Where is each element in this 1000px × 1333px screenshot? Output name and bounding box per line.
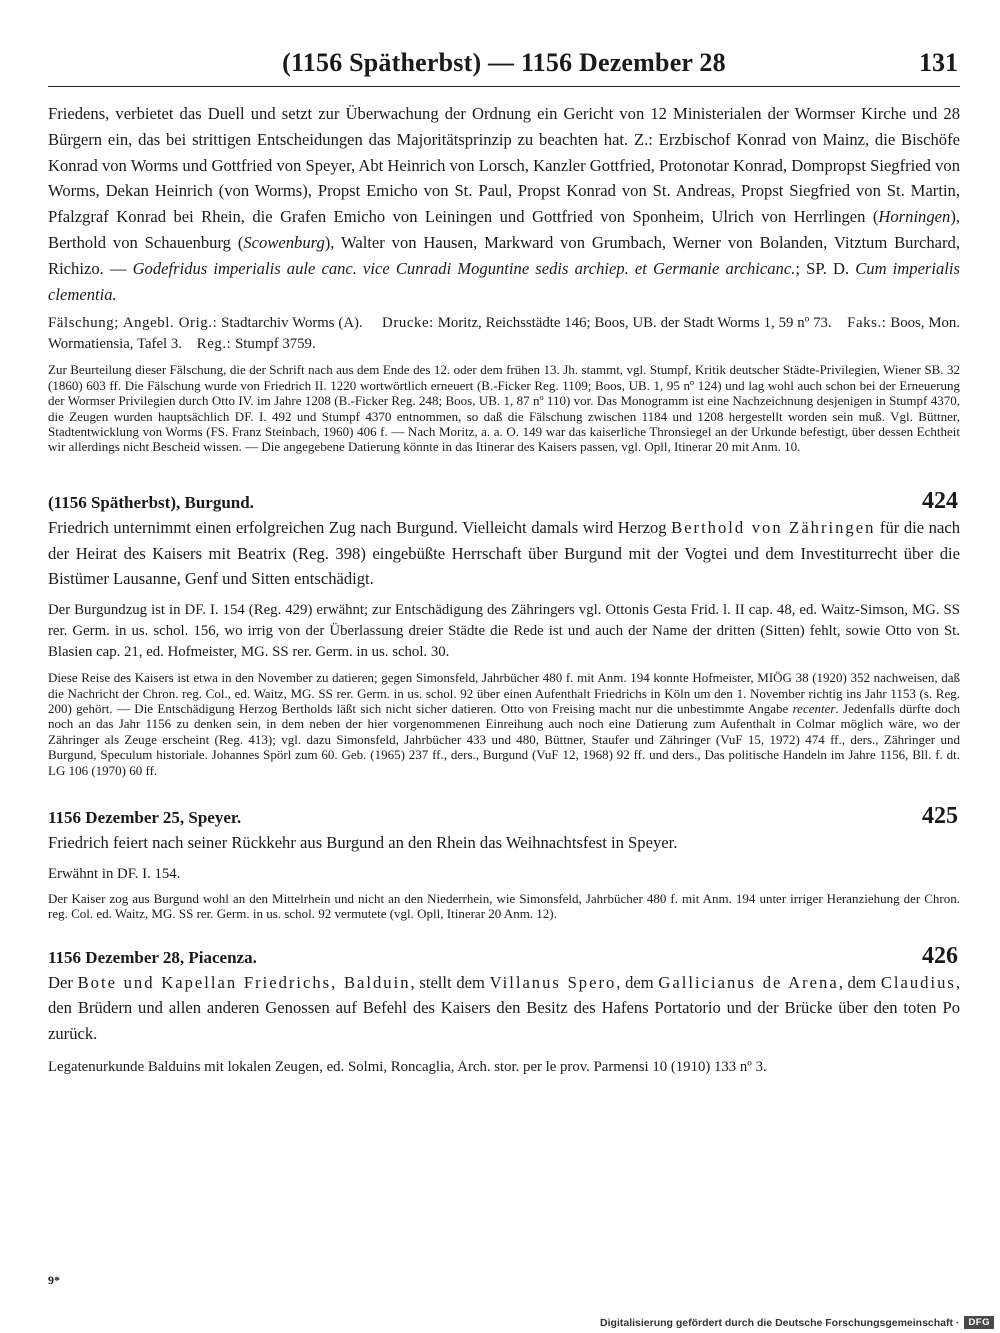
- entry-425-heading: [48, 804, 960, 830]
- entry-425-notes: Der Kaiser zog aus Burgund wohl an den Mittelrhein und nicht an den Niederrhein, wie Simonsfeld, Jahrbücher 480 f. mit Anm. 194 unter irriger Heranziehung der Chron. reg. Col. ed. Waitz, MG. SS rer. Germ. in us. schol. 92 vermutete (vgl. Opll, Itinerar 20 Anm. 12).: [48, 890, 960, 922]
- entry-424: [48, 489, 960, 778]
- entry-423: [48, 101, 960, 455]
- entry-425-number: 425: [922, 803, 958, 830]
- running-title: (1156 Spätherbst) — 1156 Dezember 28: [282, 48, 726, 77]
- entry-424-apparatus: Der Burgundzug ist in DF. I. 154 (Reg. 429) erwähnt; zur Entschädigung des Zähringers vgl. Ottonis Gesta Frid. l. II cap. 48, ed. Waitz-Simson, MG. SS rer. Germ. in us. schol. 156, wo irrig von der Überlassung dreier Städte die Rede ist und auch der Name der dritten (Sitten) fehlt, sowie Otto von St. Blasien cap. 21, ed. Hofmeister, MG. SS rer. Germ. in us. schol. 30.: [48, 602, 960, 661]
- entry-426-summary: Der Bote und Kapellan Friedrichs, Balduin, stellt dem Villanus Spero, dem Gallicianus de Arena, dem Claudius, den Brüdern und allen anderen Genossen auf Befehl des Kaisers den Besitz des Hafens Portatorio und der Brücke über den toten Po zurück.: [48, 972, 960, 1044]
- page-number: 131: [919, 48, 958, 77]
- entry-426-apparatus: Legatenurkunde Balduins mit lokalen Zeugen, ed. Solmi, Roncaglia, Arch. stor. per le prov. Parmensi 10 (1910) 133 nº 3.: [48, 1059, 767, 1076]
- entry-426-date-place: 1156 Dezember 28, Piacenza.: [48, 947, 257, 967]
- entry-423-notes: Zur Beurteilung dieser Fälschung, die der Schrift nach aus dem Ende des 12. oder dem frühen 13. Jh. stammt, vgl. Stumpf, Kritik deutscher Städte-Privilegien, Wiener SB. 32 (1860) 603 ff. Die Fälschung wurde von Friedrich II. 1220 wortwörtlich erneuert (B.-Ficker Reg. 1109; Boos, UB. 1, 95 nº 124) und lag wohl auch schon bei der Erneuerung der Wormser Privilegien durch Otto IV. im Jahre 1208 (B.-Ficker Reg. 248; Boos, UB. 1, 87 nº 110) vor. Das Monogramm ist eine Nachzeichnung desjenigen in Stumpf 4370, die Zeugen wurden hauptsächlich DF. I. 492 und Stumpf 4370 entnommen, so daß die Fälschung zwischen 1184 und 1208 hergestellt worden sein muß. Vgl. Büttner, Stadtentwicklung von Worms (FS. Franz Steinbach, 1960) 406 f. — Nach Moritz, a. a. O. 149 war das kaiserliche Thronsiegel an der Urkunde befestigt, über dessen Echtheit wir allerdings nicht Bescheid wissen. — Die angegebene Datierung könnte in das Itinerar des Kaisers passen, vgl. Opll, Itinerar 20 mit Anm. 10.: [48, 362, 960, 455]
- entry-425-summary: Friedrich feiert nach seiner Rückkehr aus Burgund an den Rhein das Weihnachtsfest in Speyer.: [48, 833, 678, 853]
- dfg-logo-icon: DFG: [964, 1316, 994, 1329]
- entry-426: [48, 944, 960, 1078]
- entry-424-summary: Friedrich unternimmt einen erfolgreichen Zug nach Burgund. Vielleicht damals wird Herzog Berthold von Zähringen für die nach der Heirat des Kaisers mit Beatrix (Reg. 398) eingebüßte Herrschaft über Burgund mit der Vogtei und dem Investiturrecht über die Bistümer Lausanne, Genf und Sitten entschädigt.: [48, 517, 960, 589]
- footer-credit: [600, 1316, 994, 1329]
- entry-424-number: 424: [922, 487, 958, 514]
- entry-424-notes: Diese Reise des Kaisers ist etwa in den November zu datieren; gegen Simonsfeld, Jahrbücher 480 f. mit Anm. 194 konnte Hofmeister, MIÖG 38 (1920) 352 nachweisen, daß die Nachricht der Chron. reg. Col., ed. Waitz, MG. SS rer. Germ. in us. schol. 92 über einen Aufenthalt Friedrichs in Köln um den 1. November richtig ins Jahr 1153 (s. Reg. 200) gehört. — Die Entschädigung Herzog Bertholds läßt sich nicht sicher datieren. Otto von Freising macht nur die unbestimmte Angabe recenter. Jedenfalls dürfte doch noch an das Jahr 1156 zu denken sein, in dem neben der hier vorgenommenen Einreihung auch noch eine Datierung zum Aufenthalt in Colmar möglich wäre, wo der Zähringer als Zeuge erscheint (Reg. 413); vgl. dazu Simonsfeld, Jahrbücher 433 und 480, Büttner, Staufer und Zähringer (VuF 15, 1972) 474 ff., ders., Zähringer und Burgund, Speculum historiale. Johannes Spörl zum 60. Geb. (1965) 237 ff., ders., Burgund (VuF 12, 1968) 92 ff. und ders., Das politische Handeln im Jahre 1156, Bll. f. dt. LG 106 (1970) 60 ff.: [48, 670, 960, 778]
- footer-credit-text: Digitalisierung gefördert durch die Deutsche Forschungsgemeinschaft ·: [600, 1316, 960, 1329]
- signature-mark: 9*: [48, 1273, 60, 1287]
- document-page: [48, 46, 960, 1078]
- entry-426-heading: [48, 944, 960, 970]
- running-header: [48, 46, 960, 87]
- entry-425-apparatus: Erwähnt in DF. I. 154.: [48, 865, 181, 882]
- entry-423-summary: Friedens, verbietet das Duell und setzt zur Überwachung der Ordnung ein Gericht von 12 Ministerialen der Wormser Kirche und 28 Bürgern ein, das bei strittigen Entscheidungen das Majoritätsprinzip zu beachten hat. Z.: Erzbischof Konrad von Mainz, die Bischöfe Konrad von Worms und Gottfried von Speyer, Abt Heinrich von Lorsch, Kanzler Gottfried, Protonotar Konrad, Dompropst Siegfried von Worms, Dekan Heinrich (von Worms), Propst Emicho von St. Paul, Propst Konrad von St. Andreas, Propst Siegfried von St. Martin, Pfalzgraf Konrad bei Rhein, die Grafen Emicho von Leiningen und Gottfried von Sponheim, Ulrich von Herrlingen (Horningen), Berthold von Schauenburg (Scowenburg), Walter von Hausen, Markward von Grumbach, Werner von Bolanden, Vitztum Burchard, Richizo. — Godefridus imperialis aule canc. vice Cunradi Moguntine sedis archiep. et Germanie archicanc.; SP. D. Cum imperialis clementia.: [48, 104, 960, 304]
- entry-423-apparatus: Fälschung; Angebl. Orig.: Stadtarchiv Worms (A). Drucke: Moritz, Reichsstädte 146; Boos, UB. der Stadt Worms 1, 59 nº 73. Faks.: Boos, Mon. Wormatiensia, Tafel 3. Reg.: Stumpf 3759.: [48, 315, 961, 353]
- entry-424-heading: [48, 489, 960, 515]
- entry-426-number: 426: [922, 942, 958, 969]
- entry-425: [48, 804, 960, 922]
- entry-425-date-place: 1156 Dezember 25, Speyer.: [48, 808, 242, 828]
- entry-424-date-place: (1156 Spätherbst), Burgund.: [48, 492, 254, 512]
